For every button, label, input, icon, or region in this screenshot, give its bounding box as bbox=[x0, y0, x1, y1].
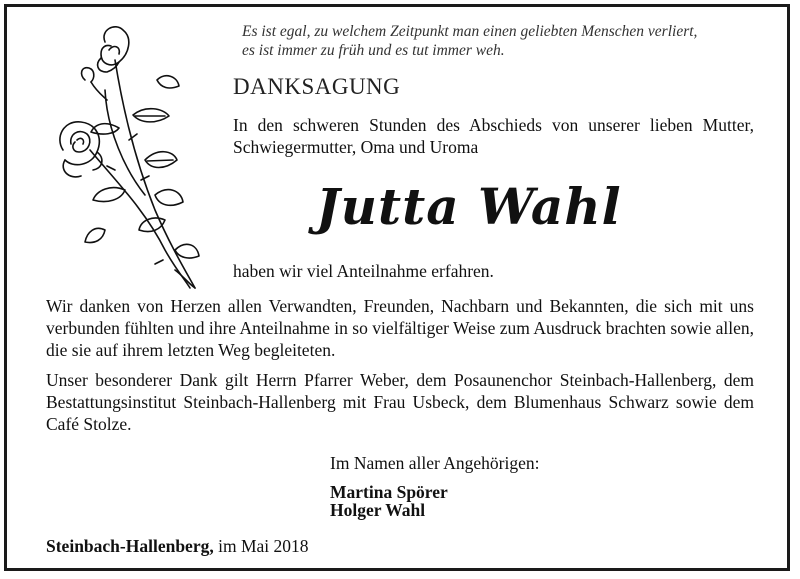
obituary-card bbox=[10, 10, 790, 569]
rose-drawing-icon bbox=[45, 20, 215, 290]
quote-line-2: es ist immer zu früh und es tut immer weh. bbox=[242, 42, 505, 59]
special-thanks-paragraph: Unser besonderer Dank gilt Herrn Pfarrer Weber, dem Posaunenchor Steinbach-Hallenberg, dem Bestattungsinstitut Steinbach-Hallenberg mit Frau Usbeck, dem Blumenhaus Schwarz sowie dem Café Stolze. bbox=[46, 370, 754, 434]
signer-1: Martina Spörer bbox=[330, 482, 448, 502]
place-date bbox=[46, 535, 309, 557]
deceased-name: Jutta Wahl bbox=[316, 177, 622, 236]
quote-line-1: Es ist egal, zu welchem Zeitpunkt man einen geliebten Menschen verliert, bbox=[242, 23, 698, 40]
thanks-paragraph: Wir danken von Herzen allen Verwandten, Freunden, Nachbarn und Bekannten, die sich mit uns verbunden fühlten und ihre Anteilnahme in so vielfältiger Weise zum Ausdruck brachten sowie allen, die sie auf ihrem letzten Weg begleiteten. bbox=[46, 296, 754, 360]
date-text: im Mai 2018 bbox=[218, 536, 309, 556]
on-behalf-text: Im Namen aller Angehörigen: bbox=[330, 453, 540, 473]
intro-text: In den schweren Stunden des Abschieds von unserer lieben Mutter, Schwiegermutter, Oma und Uroma bbox=[233, 115, 754, 157]
quote bbox=[242, 22, 762, 60]
received-text: haben wir viel Anteilnahme erfahren. bbox=[233, 261, 494, 281]
place-name: Steinbach-Hallenberg, bbox=[46, 536, 214, 556]
page-title: DANKSAGUNG bbox=[233, 74, 401, 99]
signer-2: Holger Wahl bbox=[330, 500, 426, 520]
